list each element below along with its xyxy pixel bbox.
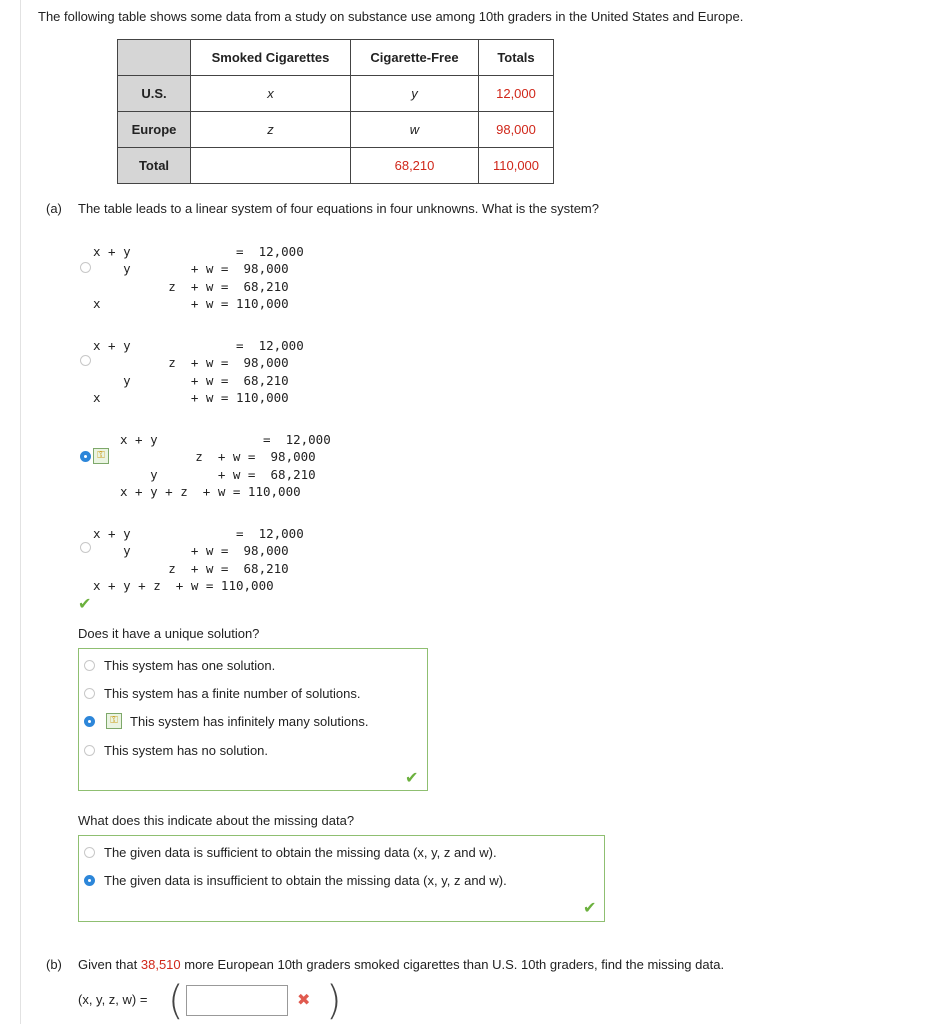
part-b-highlight: 38,510: [140, 957, 181, 972]
system-option-3: [120, 413, 331, 519]
equation-line: x + y = 12,000: [93, 525, 304, 541]
part-b-text-post: more European 10th graders smoked cigarettes than U.S. 10th graders, find the missing data.: [180, 957, 725, 972]
system-option-4-radio[interactable]: [80, 542, 91, 553]
equation-line: y + w = 68,210: [93, 372, 289, 388]
system-option-1-radio[interactable]: [80, 262, 91, 273]
missing-option-2-radio[interactable]: [84, 875, 95, 886]
unique-option-4-label[interactable]: This system has no solution.: [104, 743, 269, 758]
part-a-question: The table leads to a linear system of four equations in four unknowns. What is the system?: [78, 201, 599, 216]
table-corner: [118, 40, 191, 76]
equation-line: z + w = 68,210: [93, 278, 289, 294]
col-header-free: Cigarette-Free: [351, 40, 479, 76]
table-cell: w: [351, 112, 479, 148]
missing-option-1-label[interactable]: The given data is sufficient to obtain the missing data (x, y, z and w).: [104, 845, 497, 860]
data-table: [117, 39, 554, 184]
system-option-3-radio[interactable]: [80, 451, 91, 462]
answer-input[interactable]: [186, 985, 288, 1016]
check-icon: ✔: [78, 596, 92, 613]
table-cell: 12,000: [479, 76, 554, 112]
table-cell: [191, 148, 351, 184]
unique-option-1-radio[interactable]: [84, 660, 95, 671]
unique-option-1-label[interactable]: This system has one solution.: [104, 658, 276, 673]
equation-line: x + y = 12,000: [93, 243, 304, 259]
intro-text: The following table shows some data from a study on substance use among 10th graders in the United States and Europe.: [38, 9, 744, 24]
col-header-totals: Totals: [479, 40, 554, 76]
part-b-text-pre: Given that: [78, 957, 141, 972]
system-option-2-radio[interactable]: [80, 355, 91, 366]
answer-label: (x, y, z, w) =: [78, 992, 148, 1007]
equation-line: x + y + z + w = 110,000: [120, 484, 301, 500]
table-cell: 98,000: [479, 112, 554, 148]
equation-line: y + w = 98,000: [93, 261, 289, 277]
equation-line: y + w = 68,210: [120, 466, 316, 482]
unique-option-4-radio[interactable]: [84, 745, 95, 756]
table-cell: 68,210: [351, 148, 479, 184]
close-paren: ): [326, 978, 342, 1024]
unique-option-3-radio[interactable]: [84, 716, 95, 727]
equation-line: x + y = 12,000: [93, 337, 304, 353]
key-icon: ⚿: [106, 713, 122, 729]
unique-option-2-label[interactable]: This system has a finite number of solutions.: [104, 686, 361, 701]
col-header-smoked: Smoked Cigarettes: [191, 40, 351, 76]
equation-line: x + w = 110,000: [93, 390, 289, 406]
table-cell: y: [351, 76, 479, 112]
key-icon: ⚿: [93, 448, 109, 464]
equation-line: x + y = 12,000: [120, 431, 331, 447]
unique-option-2-radio[interactable]: [84, 688, 95, 699]
table-row: [118, 76, 554, 112]
equation-line: z + w = 68,210: [93, 560, 289, 576]
equation-line: x + y + z + w = 110,000: [93, 578, 274, 594]
equation-line: z + w = 98,000: [93, 355, 289, 371]
check-icon: ✔: [405, 770, 419, 787]
equation-line: z + w = 98,000: [120, 449, 316, 465]
row-label: Total: [118, 148, 191, 184]
part-b-question: [78, 957, 724, 972]
unique-option-3-label[interactable]: This system has infinitely many solutions.: [130, 714, 369, 729]
table-cell: z: [191, 112, 351, 148]
system-option-4: [93, 507, 304, 613]
x-mark-icon: ✖: [297, 992, 311, 1009]
row-label: U.S.: [118, 76, 191, 112]
system-option-1: [93, 225, 304, 331]
missing-option-1-radio[interactable]: [84, 847, 95, 858]
row-label: Europe: [118, 112, 191, 148]
table-row: [118, 148, 554, 184]
part-a-label: (a): [46, 201, 62, 216]
check-icon: ✔: [583, 900, 597, 917]
table-row: [118, 112, 554, 148]
system-option-2: [93, 319, 304, 425]
equation-line: x + w = 110,000: [93, 296, 289, 312]
missing-option-2-label[interactable]: The given data is insufficient to obtain the missing data (x, y, z and w).: [104, 873, 507, 888]
unique-question: Does it have a unique solution?: [78, 626, 260, 641]
table-cell: x: [191, 76, 351, 112]
part-b-label: (b): [46, 957, 62, 972]
table-cell: 110,000: [479, 148, 554, 184]
equation-line: y + w = 98,000: [93, 543, 289, 559]
missing-question: What does this indicate about the missing data?: [78, 813, 355, 828]
open-paren: (: [168, 978, 184, 1024]
